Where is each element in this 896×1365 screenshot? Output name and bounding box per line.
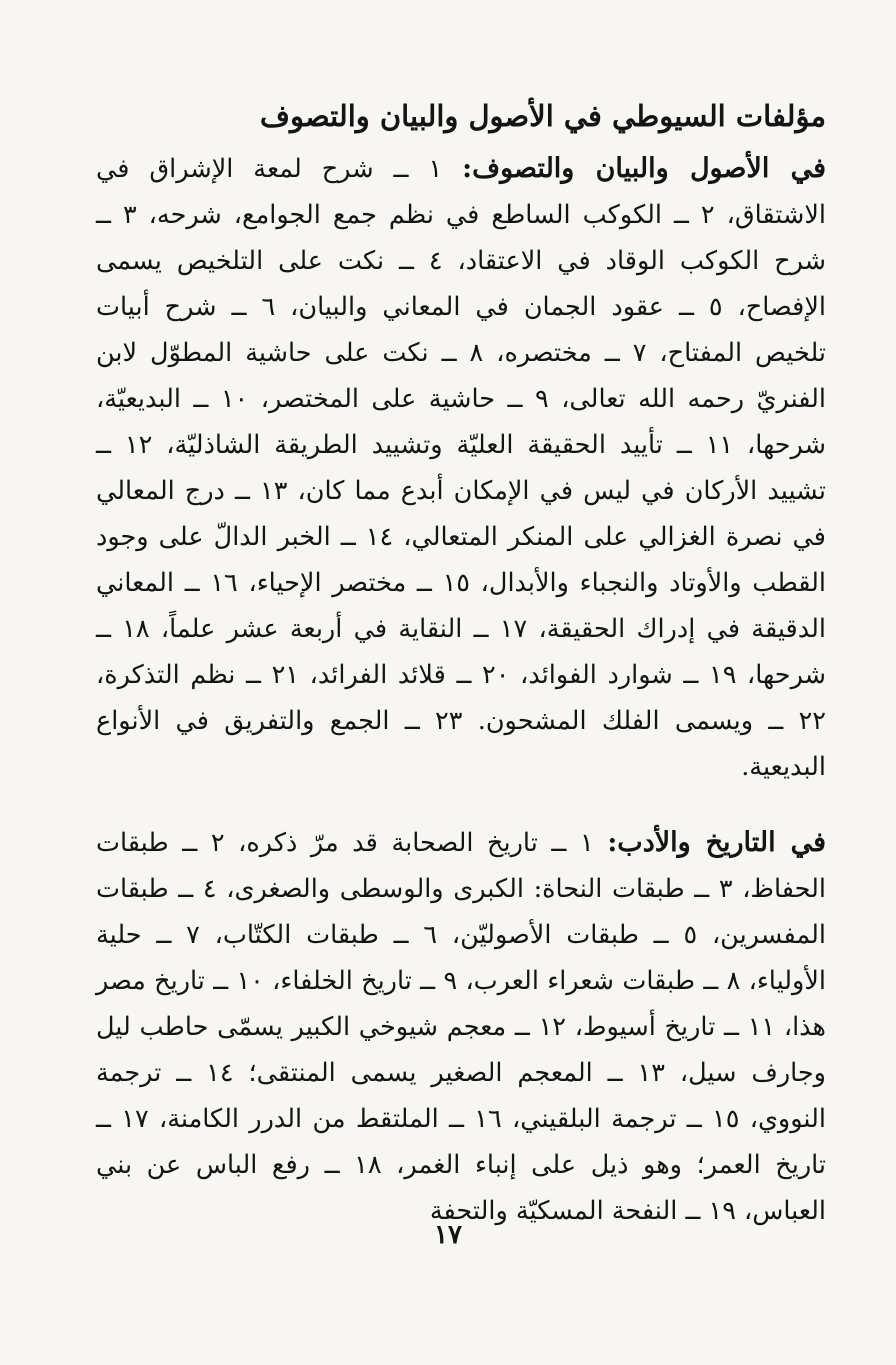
page-number: ١٧ — [434, 1220, 462, 1250]
section-heading: في التاريخ والأدب: — [607, 827, 826, 858]
section-body: ١ ــ تاريخ الصحابة قد مرّ ذكره، ٢ ــ طبقات الحفاظ، ٣ ــ طبقات النحاة: الكبرى والوسطى والصغرى، ٤ ــ طبقات المفسرين، ٥ ــ طبقات الأصوليّن، ٦ ــ طبقات الكتّاب، ٧ ــ حلية الأولياء، ٨ ــ طبقات شعراء العرب، ٩ ــ تاريخ الخلفاء، ١٠ ــ تاريخ مصر هذا، ١١ ــ تاريخ أسيوط، ١٢ ــ معجم شيوخي الكبير يسمّى حاطب ليل وجارف سيل، ١٣ ــ المعجم الصغير يسمى المنتقى؛ ١٤ ــ ترجمة النووي، ١٥ ــ ترجمة البلقيني، ١٦ ــ الملتقط من الدرر الكامنة، ١٧ ــ تاريخ العمر؛ وهو ذيل على إنباء الغمر، ١٨ ــ رفع الباس عن بني العباس، ١٩ ــ النفحة المسكيّة والتحفة — [96, 828, 827, 1226]
section-heading: في الأصول والبيان والتصوف: — [462, 153, 826, 184]
section-usul-bayan-tasawwuf — [96, 146, 826, 790]
page-title: مؤلفات السيوطي في الأصول والبيان والتصوف — [259, 99, 826, 133]
section-body: ١ ــ شرح لمعة الإشراق في الاشتقاق، ٢ ــ الكوكب الساطع في نظم جمع الجوامع، شرحه، ٣ ــ شرح الكوكب الوقاد في الاعتقاد، ٤ ــ نكت على التلخيص يسمى الإفصاح، ٥ ــ عقود الجمان في المعاني والبيان، ٦ ــ شرح أبيات تلخيص المفتاح، ٧ ــ مختصره، ٨ ــ نكت على حاشية المطوّل لابن الفنريّ رحمه الله تعالى، ٩ ــ حاشية على المختصر، ١٠ ــ البديعيّة، شرحها، ١١ ــ تأييد الحقيقة العليّة وتشييد الطريقة الشاذليّة، ١٢ ــ تشييد الأركان في ليس في الإمكان أبدع مما كان، ١٣ ــ درج المعالي في نصرة الغزالي على المنكر المتعالي، ١٤ ــ الخبر الدالّ على وجود القطب والأوتاد والنجباء والأبدال، ١٥ ــ مختصر الإحياء، ١٦ ــ المعاني الدقيقة في إدراك الحقيقة، ١٧ ــ النقاية في أربعة عشر علماً، ١٨ ــ شرحها، ١٩ ــ شوارد الفوائد، ٢٠ ــ قلائد الفرائد، ٢١ ــ نظم التذكرة، ٢٢ ــ ويسمى الفلك المشحون. ٢٣ ــ الجمع والتفريق في الأنواع البديعية. — [96, 154, 827, 782]
section-history-literature — [96, 820, 826, 1234]
